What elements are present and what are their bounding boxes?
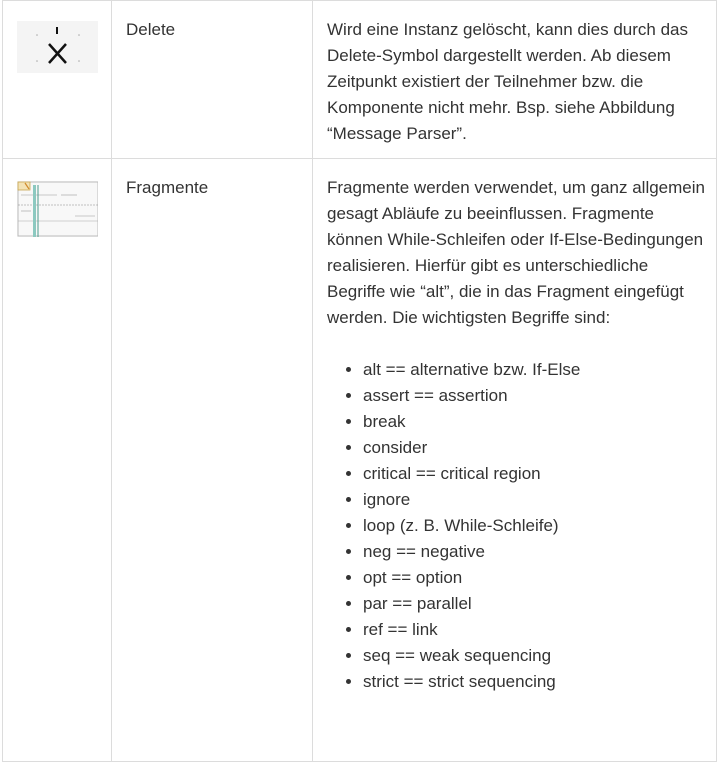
name-cell [112,159,313,762]
list-item: • consider [363,435,708,461]
list-item: • break [363,409,708,435]
fragment-diagram-icon [17,181,98,237]
element-description: Fragmente werden verwendet, um ganz allgemein gesagt Abläufe zu beeinflussen. Fragmente können While-Schleifen oder If-Else-Bedingungen realisieren. Hierfür gibt es unterschiedliche Begriffe wie “alt”, die in das Fragment eingefügt werden. Die wichtigsten Begriffe sind: [327,178,705,327]
table-row-fragmente [3,159,717,762]
icon-cell [3,1,112,159]
element-description: Wird eine Instanz gelöscht, kann dies durch das Delete-Symbol dargestellt werden. Ab diesem Zeitpunkt existiert der Teilnehmer bzw. die Komponente nicht mehr. Bsp. siehe Abbildung “Message Parser”. [327,20,688,143]
list-item: • ref == link [363,617,708,643]
list-item: • ignore [363,487,708,513]
list-item: • opt == option [363,565,708,591]
icon-cell [3,159,112,762]
list-item: • alt == alternative bzw. If-Else [363,357,708,383]
list-item: • critical == critical region [363,461,708,487]
name-cell [112,1,313,159]
description-cell [313,1,717,159]
element-name: Fragmente [126,178,209,197]
uml-elements-table [2,0,717,762]
delete-x-icon [17,21,98,73]
list-item: • loop (z. B. While-Schleife) [363,513,708,539]
description-cell [313,159,717,762]
list-item: • strict == strict sequencing [363,669,708,695]
list-item: • par == parallel [363,591,708,617]
list-item: • assert == assertion [363,383,708,409]
list-item: • seq == weak sequencing [363,643,708,669]
table-row-delete [3,1,717,159]
list-item: • neg == negative [363,539,708,565]
keyword-list [327,357,708,695]
element-name: Delete [126,20,176,39]
